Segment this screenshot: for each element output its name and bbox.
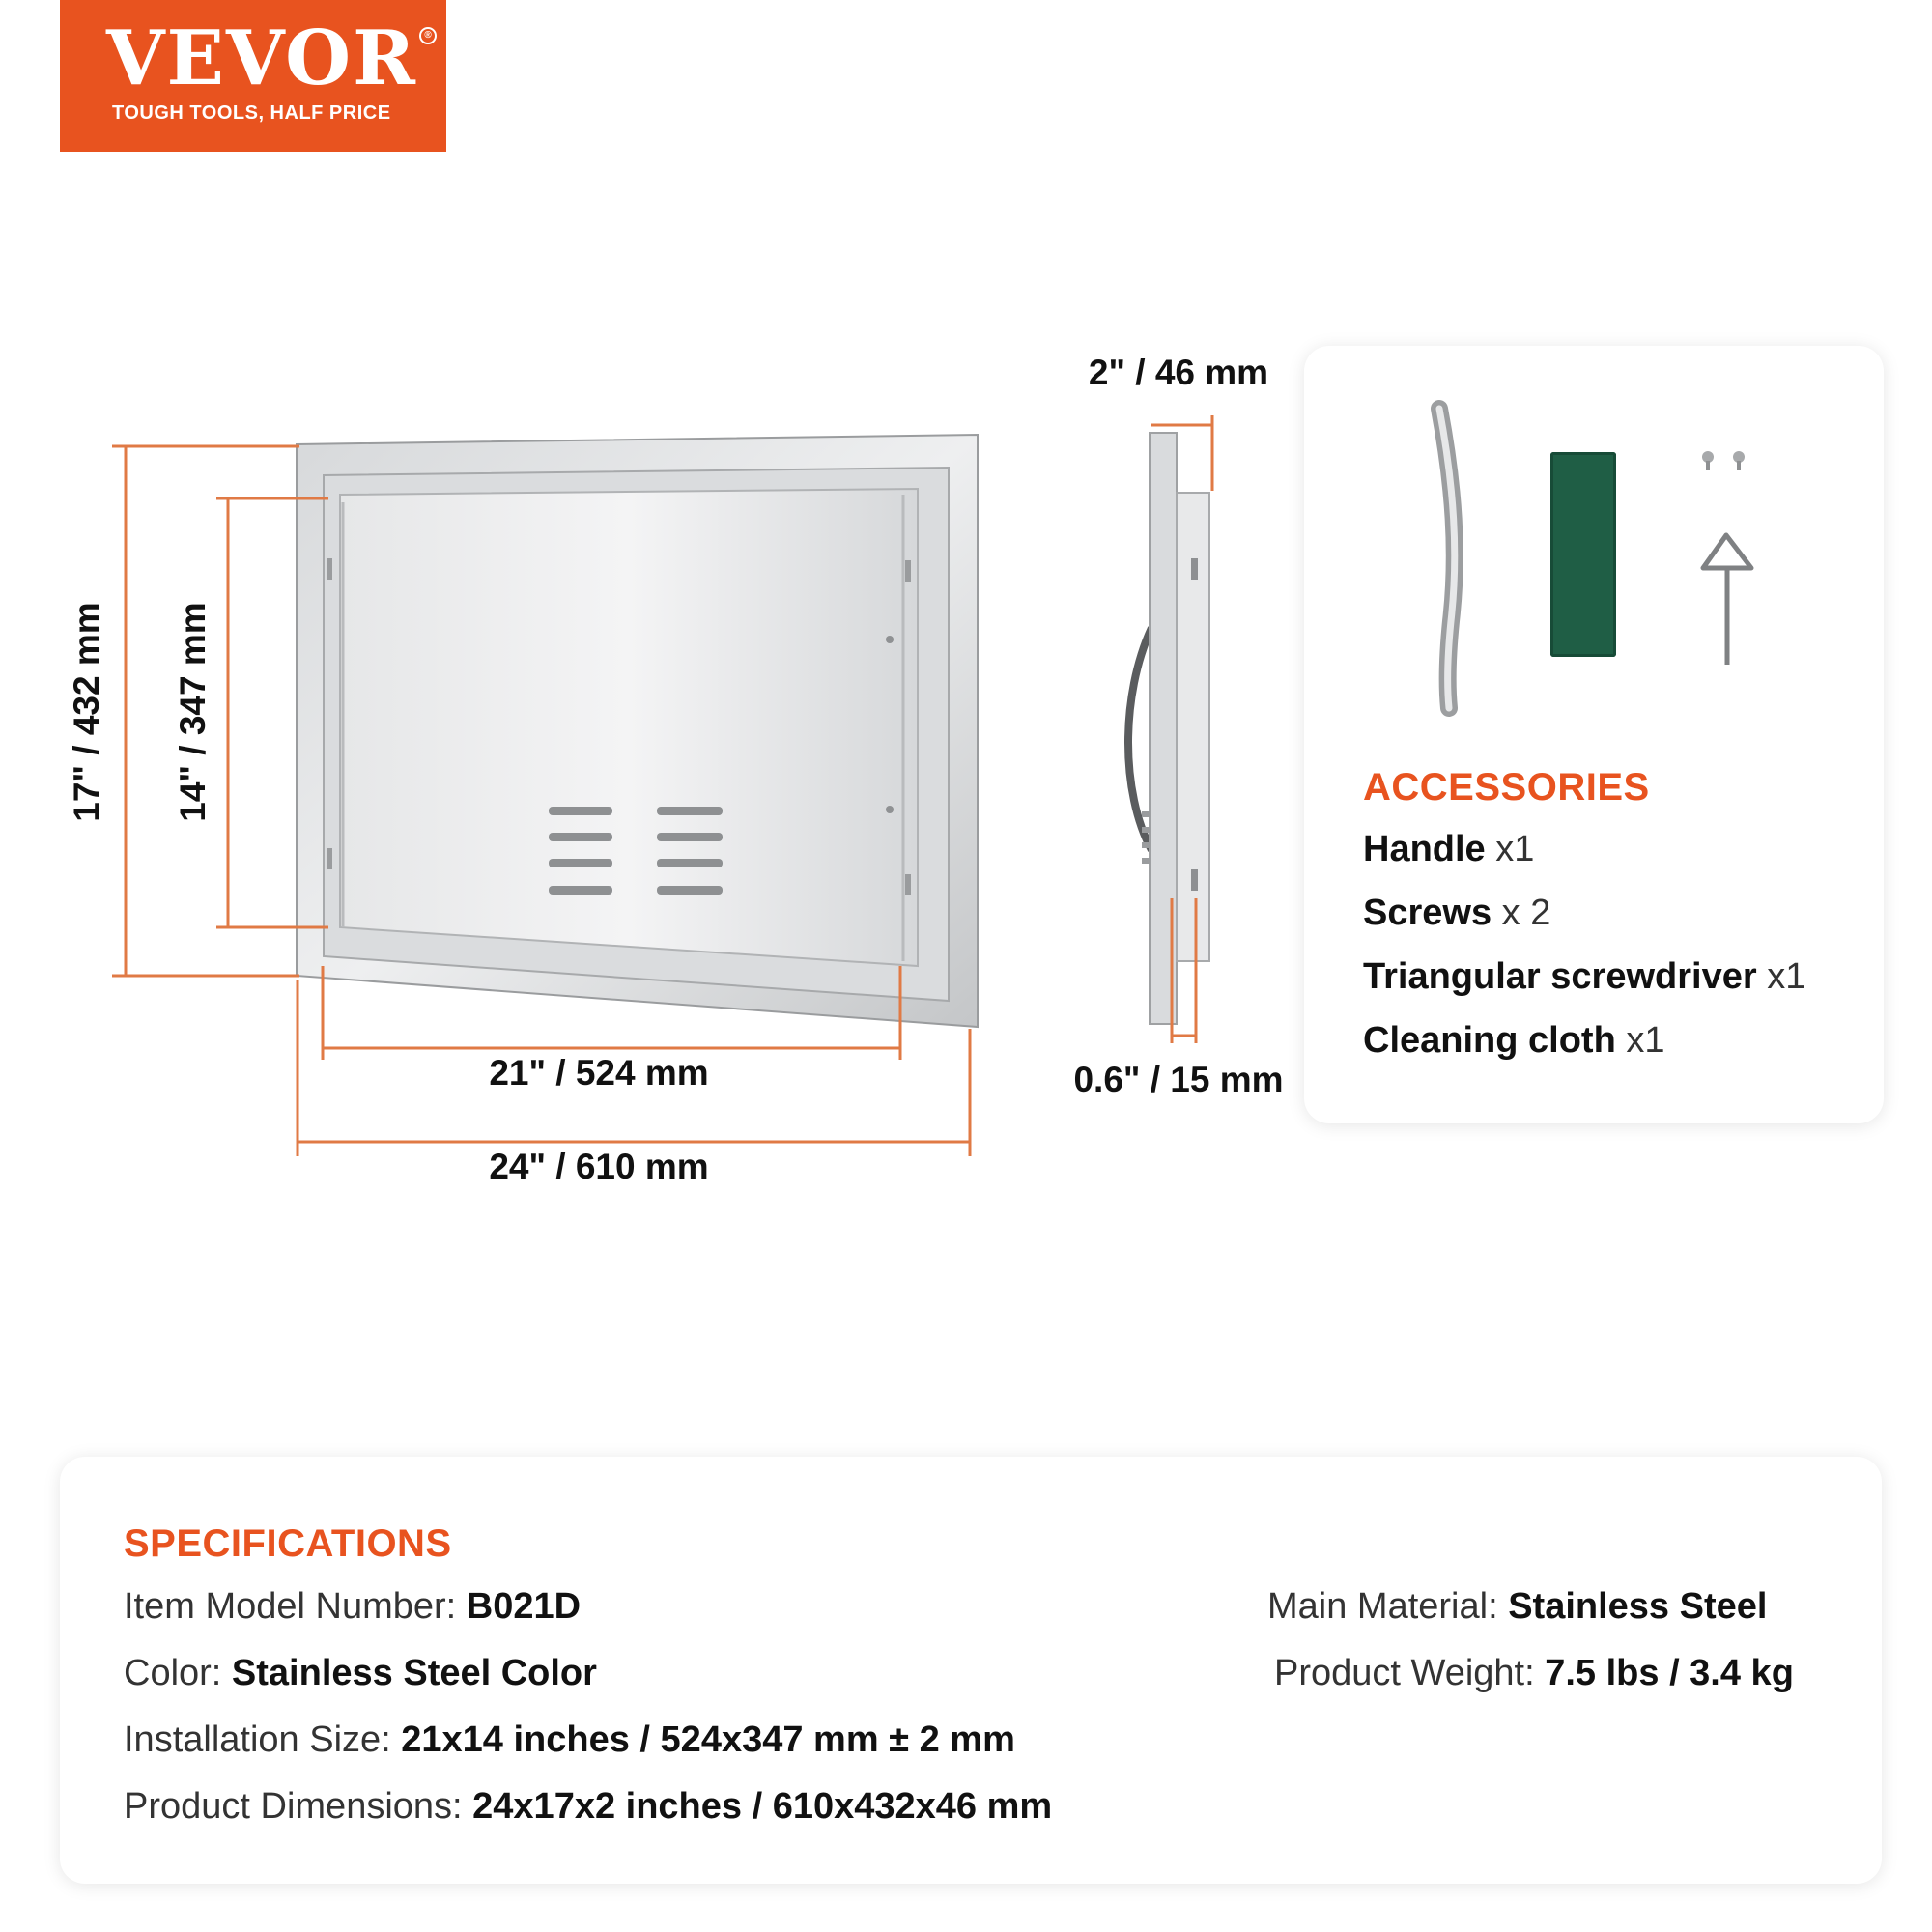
spec-value: 21x14 inches / 524x347 mm ± 2 mm: [401, 1719, 1015, 1760]
accessory-name: Cleaning cloth: [1363, 1020, 1616, 1061]
spec-label: Installation Size:: [124, 1719, 402, 1760]
spec-product-weight: [1274, 1653, 1794, 1694]
accessory-item: [1363, 893, 1550, 934]
accessory-item: [1363, 956, 1805, 998]
logo-tagline: TOUGH TOOLS, HALF PRICE: [112, 102, 391, 124]
spec-value: Stainless Steel: [1508, 1586, 1768, 1627]
spec-label: Item Model Number:: [124, 1586, 467, 1627]
spec-product-dimensions: [124, 1786, 1052, 1828]
depth-label: 2" / 46 mm: [1088, 353, 1269, 392]
accessory-item: [1363, 829, 1534, 870]
logo-wordmark: VEVOR: [106, 14, 417, 102]
accessory-qty: x1: [1615, 1020, 1665, 1061]
spec-value: 7.5 lbs / 3.4 kg: [1545, 1653, 1794, 1693]
spec-model: [124, 1586, 581, 1628]
spec-value: Stainless Steel Color: [231, 1653, 597, 1693]
spec-color: [124, 1653, 597, 1694]
spec-installation-size: [124, 1719, 1015, 1761]
handle-icon: [1410, 399, 1488, 718]
accessory-item: [1363, 1020, 1665, 1062]
inner-width-label: 21" / 524 mm: [489, 1053, 709, 1093]
screws-icon: [1690, 447, 1758, 476]
door-front-illustration: [0, 0, 1063, 1208]
specifications-title: SPECIFICATIONS: [124, 1522, 452, 1565]
spec-label: Product Weight:: [1274, 1653, 1546, 1693]
spec-label: Product Dimensions:: [124, 1786, 473, 1827]
accessory-name: Triangular screwdriver: [1363, 956, 1757, 997]
outer-height-label: 17" / 432 mm: [67, 602, 106, 822]
inner-height-label: 14" / 347 mm: [173, 602, 213, 822]
accessory-name: Screws: [1363, 893, 1492, 933]
accessory-qty: x1: [1485, 829, 1535, 869]
outer-width-label: 24" / 610 mm: [489, 1147, 709, 1186]
registered-mark: ®: [419, 27, 437, 44]
spec-label: Main Material:: [1267, 1586, 1509, 1627]
triangular-screwdriver-icon: [1695, 529, 1763, 674]
spec-value: 24x17x2 inches / 610x432x46 mm: [472, 1786, 1053, 1827]
specifications-card: [60, 1457, 1882, 1884]
cleaning-cloth-icon: [1550, 452, 1616, 657]
accessory-qty: x 2: [1492, 893, 1551, 933]
spec-main-material: [1267, 1586, 1767, 1628]
accessories-title: ACCESSORIES: [1363, 766, 1650, 809]
flange-label: 0.6" / 15 mm: [1073, 1060, 1284, 1099]
accessories-card: [1304, 346, 1884, 1123]
door-side-illustration: [1063, 386, 1256, 1082]
spec-label: Color:: [124, 1653, 232, 1693]
spec-value: B021D: [466, 1586, 582, 1627]
accessory-name: Handle: [1363, 829, 1486, 869]
accessory-qty: x1: [1756, 956, 1806, 997]
